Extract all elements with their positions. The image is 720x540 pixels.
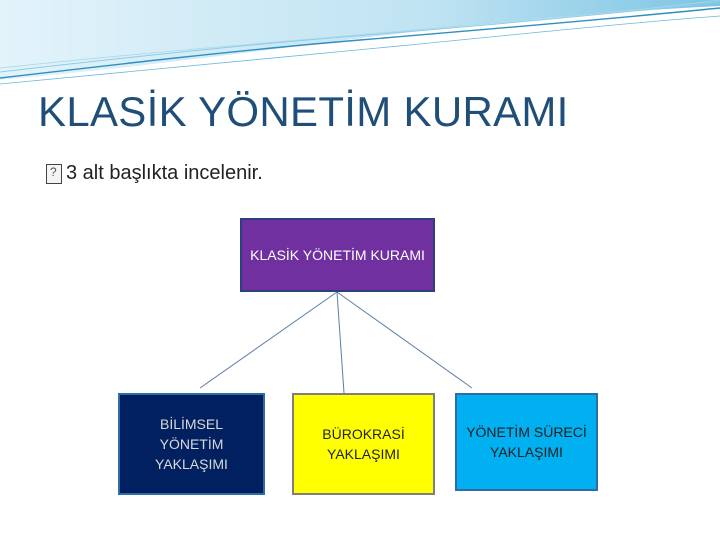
child-node-label: BÜROKRASİ YAKLAŞIMI bbox=[322, 426, 405, 462]
child-node-yonetim-sureci bbox=[455, 393, 598, 491]
child-node-burokrasi bbox=[292, 393, 435, 495]
slide-title: KLASİK YÖNETİM KURAMI bbox=[38, 88, 569, 135]
bullet-text: 3 alt başlıkta incelenir. bbox=[66, 162, 263, 184]
root-node-box bbox=[240, 218, 435, 292]
child-node-label: YÖNETİM SÜRECİ YAKLAŞIMI bbox=[466, 424, 587, 460]
connector-line-middle bbox=[337, 292, 344, 393]
connector-line-right bbox=[337, 292, 472, 388]
child-node-label: BİLİMSEL YÖNETİM YAKLAŞIMI bbox=[155, 416, 228, 472]
child-node-bilimsel bbox=[118, 393, 265, 495]
connector-line-left bbox=[200, 292, 337, 388]
root-node-label: KLASİK YÖNETİM KURAMI bbox=[250, 247, 425, 263]
